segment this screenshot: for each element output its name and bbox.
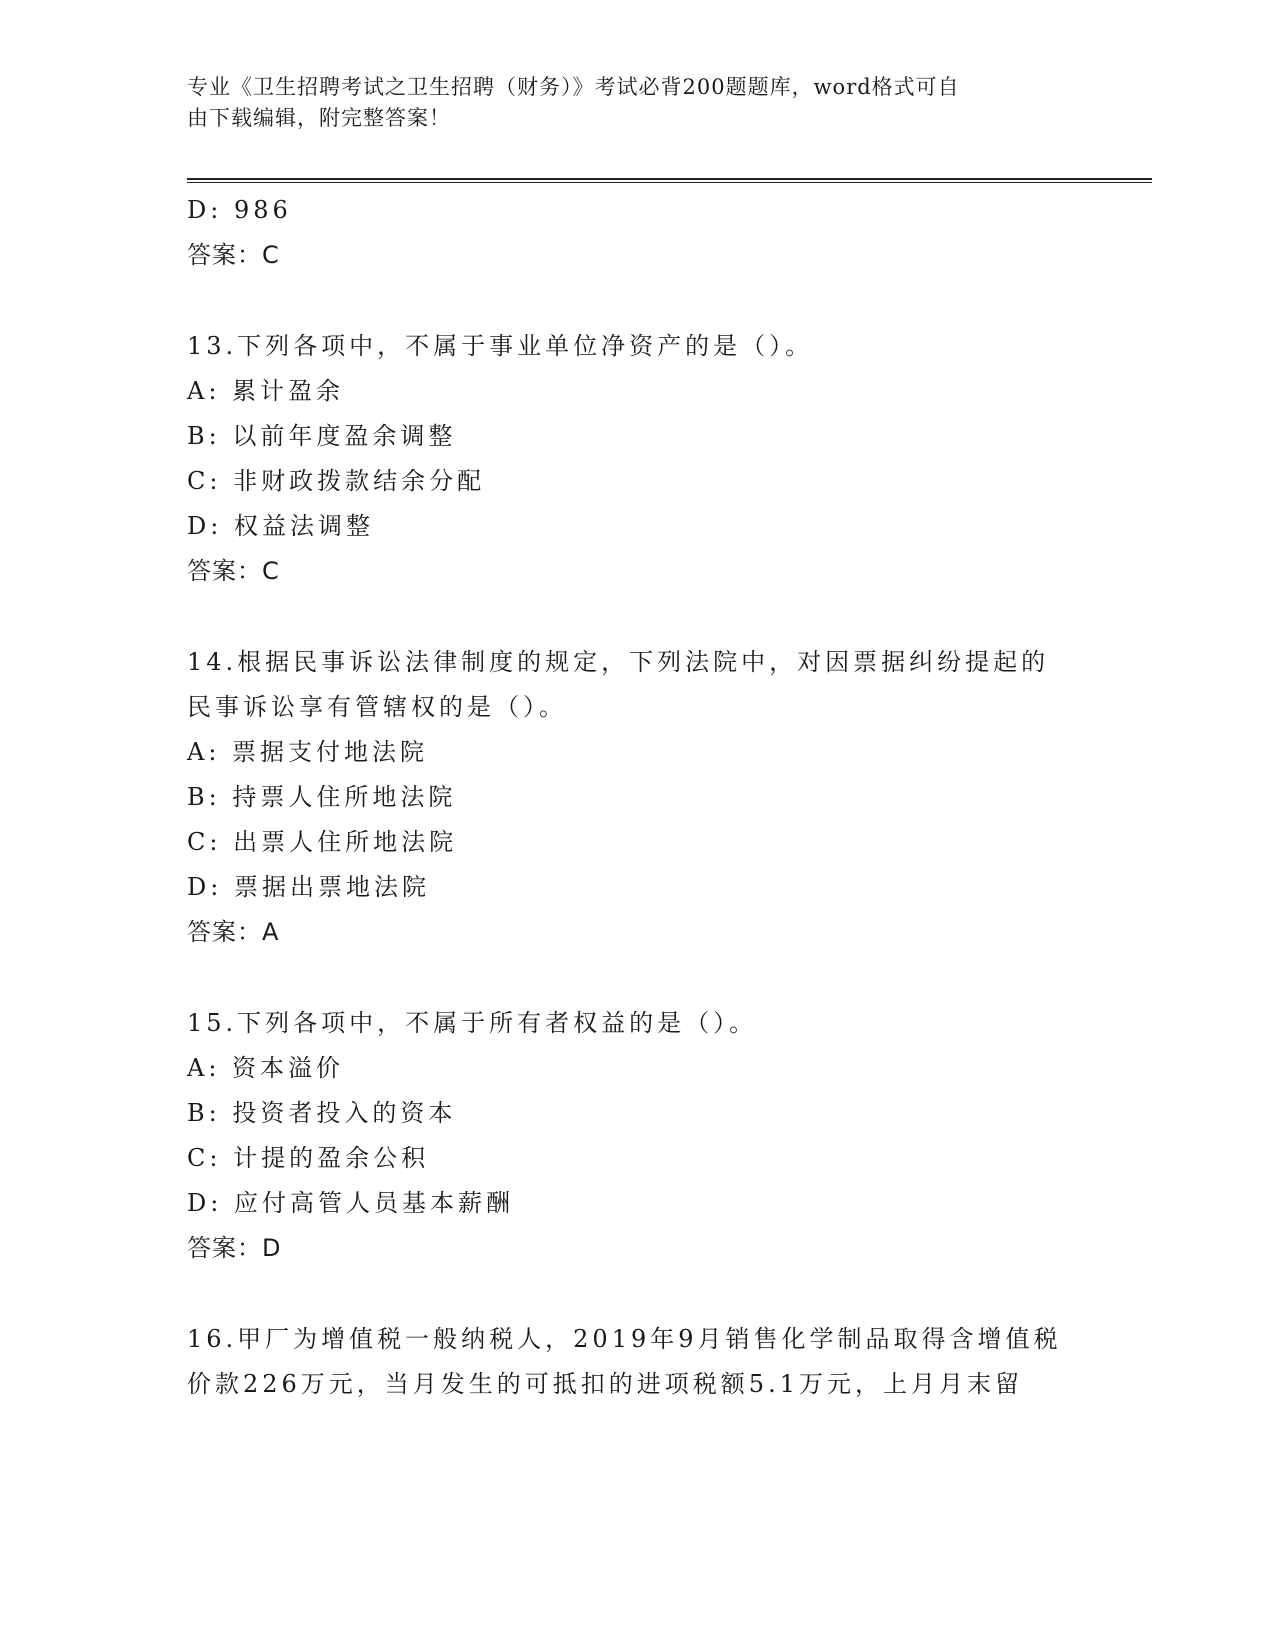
option-b: B: 投资者投入的资本: [187, 1099, 457, 1127]
question-15: [187, 1001, 1107, 1271]
header-title-line-1: 专业《卫生招聘考试之卫生招聘（财务）》考试必背200题题库，word格式可自: [187, 75, 960, 99]
question-stem-continued: 价款226万元，当月发生的可抵扣的进项税额5.1万元，上月月末留: [187, 1370, 1023, 1398]
question-stem: 13.下列各项中，不属于事业单位净资产的是（）。: [187, 332, 814, 360]
option-c: C: 出票人住所地法院: [187, 828, 458, 856]
question-16: [187, 1317, 1107, 1407]
spacer: [187, 594, 1107, 640]
document-header: [187, 72, 1067, 134]
header-divider-thin: [187, 182, 1152, 183]
spacer: [187, 955, 1107, 1001]
option-b: B: 持票人住所地法院: [187, 783, 457, 811]
answer-line: 答案：A: [187, 918, 280, 946]
question-list: [187, 188, 1107, 1407]
option-c: C: 非财政拨款结余分配: [187, 467, 486, 495]
option-d: D: 应付高管人员基本薪酬: [187, 1189, 514, 1217]
option-a: A: 累计盈余: [187, 377, 345, 405]
option-d: D: 986: [187, 196, 292, 224]
question-stem-continued: 民事诉讼享有管辖权的是（）。: [187, 693, 567, 721]
option-d: D: 权益法调整: [187, 512, 374, 540]
question-stem: 15.下列各项中，不属于所有者权益的是（）。: [187, 1009, 758, 1037]
question-13: [187, 324, 1107, 594]
question-14: [187, 640, 1107, 955]
option-d: D: 票据出票地法院: [187, 873, 430, 901]
option-c: C: 计提的盈余公积: [187, 1144, 430, 1172]
spacer: [187, 278, 1107, 324]
answer-line: 答案：C: [187, 557, 280, 585]
spacer: [187, 1271, 1107, 1317]
header-divider-thick: [187, 178, 1152, 180]
option-a: A: 资本溢价: [187, 1054, 345, 1082]
option-b: B: 以前年度盈余调整: [187, 422, 457, 450]
header-title-line-2: 由下载编辑，附完整答案！: [187, 106, 451, 130]
question-stem: 16.甲厂为增值税一般纳税人，2019年9月销售化学制品取得含增值税: [187, 1325, 1062, 1353]
option-a: A: 票据支付地法院: [187, 738, 429, 766]
question-stem: 14.根据民事诉讼法律制度的规定，下列法院中，对因票据纠纷提起的: [187, 648, 1050, 676]
answer-line: 答案：D: [187, 1234, 282, 1262]
answer-line: 答案：C: [187, 241, 280, 269]
